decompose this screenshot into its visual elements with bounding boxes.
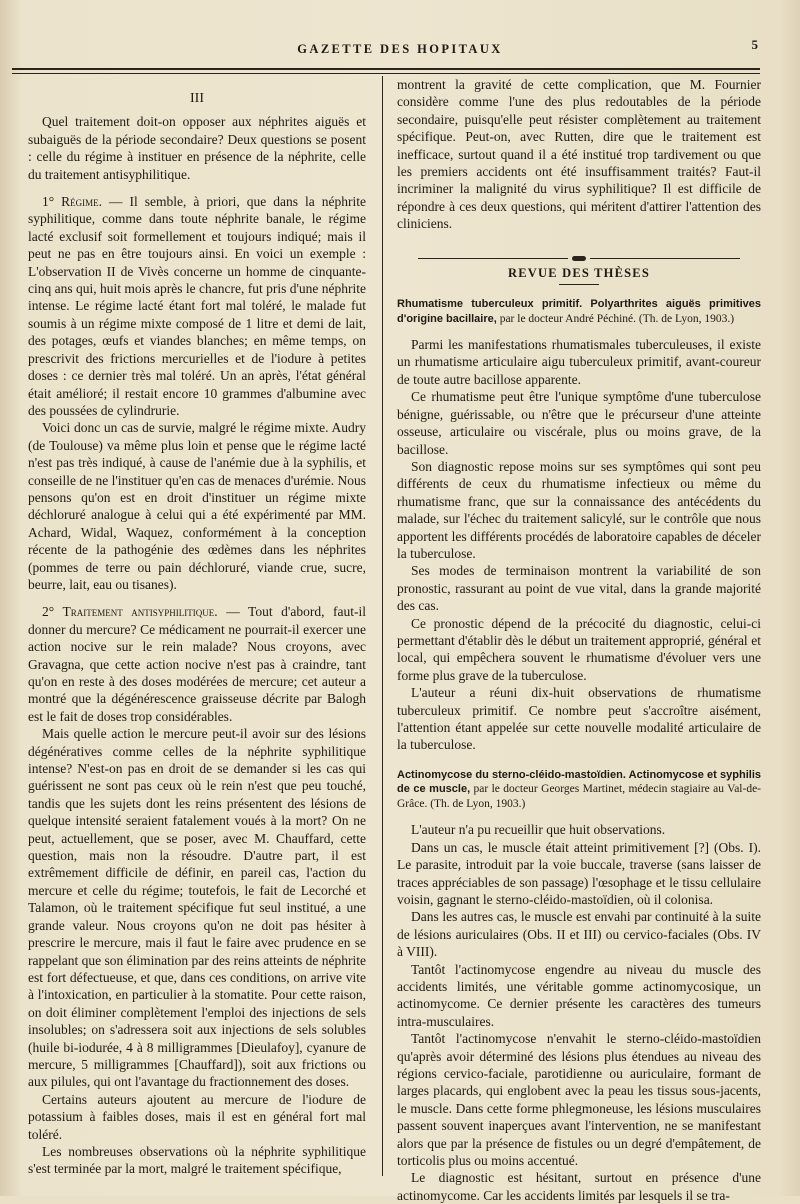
thesis-2-paragraph: L'auteur n'a pu recueillir que huit observations. <box>411 822 666 838</box>
thesis-2-author: par le docteur Georges Martinet, médecin stagiaire au Val-de-Grâce. (Th. de Lyon, 1903.) <box>397 783 762 810</box>
heading-rule <box>559 284 599 285</box>
regime-paragraph-2: Voici donc un cas de survie, malgré le régime mixte. Audry (de Toulouse) va même plus loin et pense que le régime lacté n'est pas très indiqué, à cause de l'anémie due à la syphilis, et conseille de ne l'instituer qu'en cas de menaces d'urémie. Nous pensons qu'on est en droit d'instituer un régime mixte déchloruré analogue à celui qui a été expérimenté par MM. Achard, Widal, Waquez, conformément à la conception récente de la pathogénie des œdèmes dans les néphrites (pommes de terre ou pain déchloruré, viande crue, sucre, beurre, lait, eau ou tisanes). <box>28 420 366 592</box>
thesis-1-title <box>397 297 761 326</box>
header-rule <box>12 68 760 74</box>
intro-paragraph: Quel traitement doit-on opposer aux néphrites aiguës et subaiguës de la période secondaire? Deux questions se posent : celle du régime à instituer en présence de la néphrite, celle du traitement antisyphilitique. <box>28 114 366 182</box>
treatment-paragraph <box>28 603 366 725</box>
section-number: III <box>190 91 204 106</box>
thesis-1-author: par le docteur André Péchiné. (Th. de Lyon, 1903.) <box>499 312 735 325</box>
thesis-1-paragraph: L'auteur a réuni dix-huit observations de rhumatisme tuberculeux primitif. Ce nombre peut s'accroître aisément, l'attention étant appelée sur cette nouvelle modalité articulaire de la tuberculose. <box>397 685 761 753</box>
thesis-2-paragraph: Dans les autres cas, le muscle est envahi par continuité à la suite de lésions auriculaires (Obs. II et III) ou cervico-faciales (Obs. IV à VIII). <box>397 909 761 960</box>
left-column <box>28 86 366 1178</box>
treatment-paragraph-4: Les nombreuses observations où la néphrite syphilitique s'est terminée par la mort, malgré le traitement spécifique, <box>28 1143 366 1177</box>
section-ornament <box>397 249 761 255</box>
thesis-1-paragraph: Ce pronostic dépend de la précocité du diagnostic, celui-ci permettant d'établir dès le début un traitement approprié, général et local, qui empêchera souvent le rhumatisme d'évoluer vers une forme plus grave de la tuberculose. <box>397 615 761 683</box>
regime-paragraph <box>28 193 366 419</box>
thesis-1-name: Rhumatisme tuberculeux primitif. Polyarthrites aiguës primitives d'origine bacillaire, <box>397 298 761 325</box>
thesis-1-paragraph: Son diagnostic repose moins sur ses symptômes qui sont peu différents de ceux du rhumatisme infectieux ou même du rhumatisme franc, que sur la connaissance des antécédents du malade, sur l'échec du traitement salicylé, sur le contrôle que nous apportent les différents procédés de laboratoire capables de déceler la tuberculose. <box>397 458 761 561</box>
regime-heading: 1° Régime. <box>42 194 103 210</box>
page-number: 5 <box>751 37 758 52</box>
treatment-paragraph-2: Mais quelle action le mercure peut-il avoir sur des lésions dégénératives comme celles de la néphrite syphilitique intense? N'est-on pas en droit de se demander si les cas qui guérissent ne sont pas ceux où le rein n'est que peu touché, tandis que les sujets dont les reins présentent des lésions de quelque intensité seraient fatalement voués à la mort? On ne peut, actuellement, que se poser, avec M. Chauffard, cette question, mais non la résoudre. D'autre part, il est extrêmement difficile de définir, en pareil cas, l'action du mercure et celle du régime; toutefois, le fait de Lecorché et Talamon, où le traitement spécifique fut seul institué, a une grande valeur. Nous croyons qu'on ne doit pas hésiter à prescrire le mercure, mais il faut le faire avec prudence en se rappelant que son élimination par des reins atteints de néphrite est fort défectueuse, et que, dans ces conditions, on arrive vite à l'intoxication, en particulier à la stomatite. Pour cette raison, on doit éliminer complètement l'emploi des injections de sels insolubles; on s'adressera soit aux injections de sels solubles (huile bi-iodurée, 4 à 8 milligrammes [Dieulafoy], cyanure de mercure, 5 milligrammes [Chauffard]), soit aux frictions ou aux pilules, qui ont l'avantage du fractionnement des doses. <box>28 726 366 1090</box>
running-title: GAZETTE DES HOPITAUX <box>297 42 503 56</box>
thesis-1-paragraph: Parmi les manifestations rhumatismales tuberculeuses, il existe un rhumatisme articulaire aigu tuberculeux primitif, avant-coureur de toute autre bacillose apparente. <box>397 337 761 387</box>
treatment-heading: 2° Traitement antisyphilitique. <box>42 604 218 620</box>
thesis-2-paragraph: Dans un cas, le muscle était atteint primitivement [?] (Obs. I). Le parasite, introduit par la voie buccale, traverse (sans laisser de traces appréciables de son passage) l'œsophage et le tissu cellulaire voisin, gagnant le sterno-cléido-mastoïdien, où il colonisa. <box>397 839 761 907</box>
thesis-2-name: Actinomycose du sterno-cléido-mastoïdien. Actinomycose et syphilis de ce muscle, <box>397 768 761 796</box>
treatment-text: — Tout d'abord, faut-il donner du mercure? Ce médicament ne pourrait-il exercer une action nocive sur le rein malade? Nous croyons, avec Gravagna, que cette action nocive n'est pas à craindre, tant qu'on en reste à des doses modérées de mercure; cet auteur a montré que la dégénérescence graisseuse décrite par Balogh est le fait de doses trop considérables. <box>28 604 367 724</box>
thesis-1-paragraph: Ses modes de terminaison montrent la variabilité de son pronostic, rassurant au point de vue vital, dans la grande majorité des cas. <box>397 563 761 614</box>
thesis-2-title <box>397 768 761 812</box>
regime-text: — Il semble, à priori, que dans la néphrite syphilitique, comme dans toute néphrite banale, le régime lacté exclusif soit formellement et toujours indiqué; mais il peut ne pas en être toujours ainsi. En voici un exemple : L'observation II de Vivès concerne un homme de cinquante-cinq ans qui, huit mois après le chancre, fut pris d'une néphrite intense. Le régime lacté étant fort mal toléré, le malade fut soumis à un régime mixte composé de 1 litre et demi de lait, des potages, œufs et viandes blanches; en même temps, on prescrivit des frictions mercurielles et de l'iodure à petites doses : ce dernier très mal toléré. Un an après, l'état général était amélioré; il restait encore 10 grammes d'albumine avec des poussées de cylindrurie. <box>28 194 367 418</box>
right-column <box>397 76 761 1204</box>
treatment-paragraph-3: Certains auteurs ajoutent au mercure de l'iodure de potassium à faibles doses, mais il est en général fort mal toléré. <box>28 1091 366 1142</box>
thesis-1-paragraph: Ce rhumatisme peut être l'unique symptôme d'une tuberculose bénigne, guérissable, ou n'être que le précurseur d'une atteinte osseuse, articulaire ou viscérale, plus ou moins grave, de la bacillose. <box>397 389 761 457</box>
thesis-2-paragraph: Le diagnostic est hésitant, surtout en présence d'une actinomycome. Car les accidents limités par lesquels il se tra- <box>397 1170 761 1203</box>
continuation-paragraph: montrent la gravité de cette complication, que M. Fournier considère comme l'une des plus redoutables de la période secondaire, puisqu'elle peut résister complètement au traitement spécifique. Peut-on, avec Rutten, dire que le traitement est inefficace, surtout quand il a été institué trop tardivement ou que les premiers accidents ont été insuffisamment traités? Faut-il incriminer la malignité du virus syphilitique? Il est difficile de répondre à ces deux questions, qui méritent d'attirer l'attention des cliniciens. <box>397 77 761 232</box>
thesis-2-paragraph: Tantôt l'actinomycose engendre au niveau du muscle des accidents limités, une véritable gomme actinomycosique, un actinomycome. Ce dernier présente les caractères des tumeurs intra-musculaires. <box>397 961 761 1029</box>
column-divider <box>382 76 383 1176</box>
thesis-2-paragraph: Tantôt l'actinomycose n'envahit le sterno-cléido-mastoïdien qu'après avoir déterminé des lésions plus étendues au niveau des régions cervico-faciale, parotidienne ou auriculaire, formant de larges placards, qui englobent avec la peau les tissus sous-jacents, le muscle. Dans cette forme phlegmoneuse, les lésions musculaires passent souvent inaperçues avant l'intervention, ne se manifestant alors que par la présence de fistules ou un degré d'empâtement, de torticolis plus ou moins accentué. <box>397 1031 761 1169</box>
review-heading: REVUE DES THÈSES <box>508 265 650 280</box>
